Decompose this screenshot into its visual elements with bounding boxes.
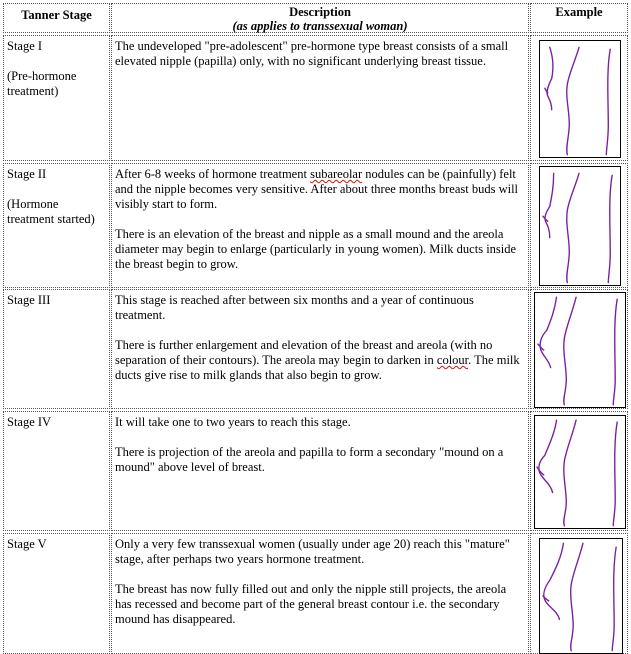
stage-name: Stage IV <box>7 415 52 429</box>
description-paragraph <box>115 167 525 212</box>
description-cell-1 <box>111 35 529 161</box>
description-cell-5 <box>111 533 529 654</box>
stage-cell-3 <box>3 289 110 409</box>
spellcheck-word: colour <box>436 353 469 367</box>
example-cell-5 <box>530 533 628 654</box>
header-description-cell <box>111 3 529 33</box>
description-paragraph <box>115 338 525 383</box>
description-paragraph: It will take one to two years to reach this stage. <box>115 415 351 429</box>
description-paragraph: The breast has now fully filled out and only the nipple still projects, the areola has recessed and become part of the general breast contour i.e. the secondary mound has disappeared. <box>115 582 507 626</box>
description-cell-3 <box>111 289 529 409</box>
header-description-sub: (as applies to transsexual woman) <box>232 19 408 33</box>
example-cell-3 <box>530 289 628 409</box>
stage-name: Stage I <box>7 39 43 53</box>
description-paragraph: The undeveloped "pre-adolescent" pre-hormone type breast consists of a small elevated nipple (papilla) only, with no significant underlying breast tissue. <box>115 39 509 68</box>
stage-name: Stage III <box>7 293 51 307</box>
description-paragraph: This stage is reached after between six months and a year of continuous treatment. <box>115 293 474 322</box>
header-description-label: Description <box>289 5 351 19</box>
description-cell-4 <box>111 411 529 531</box>
stage-cell-1 <box>3 35 110 161</box>
header-example-cell <box>530 3 628 33</box>
stage-cell-5 <box>3 533 110 654</box>
stage-name: Stage II <box>7 167 47 181</box>
description-paragraph: Only a very few transsexual women (usually under age 20) reach this "mature" stage, after perhaps two years hormone treatment. <box>115 537 510 566</box>
stage-3-illustration <box>534 292 626 408</box>
description-text: nodules can be (painfully) felt and the nipple becomes very sensitive. After about three months breast buds will visibly start to form. <box>115 167 519 211</box>
spellcheck-word: subareolar <box>310 167 363 181</box>
stage-2-illustration <box>539 166 621 286</box>
description-text: After 6-8 weeks of hormone treatment <box>115 167 311 181</box>
example-cell-1 <box>530 35 628 161</box>
header-example-label: Example <box>555 5 603 19</box>
stage-note: (Hormone treatment started) <box>7 197 95 226</box>
header-stage-label: Tanner Stage <box>21 8 92 22</box>
stage-note: (Pre-hormone treatment) <box>7 69 77 98</box>
stage-5-illustration <box>539 538 623 654</box>
stage-1-illustration <box>539 40 621 158</box>
stage-4-illustration <box>534 415 626 529</box>
stage-cell-2 <box>3 163 110 288</box>
stage-name: Stage V <box>7 537 47 551</box>
description-paragraph: There is an elevation of the breast and nipple as a small mound and the areola diameter may begin to enlarge (particularly in young women). Milk ducts inside the breast begin to grow. <box>115 227 517 271</box>
stage-cell-4 <box>3 411 110 531</box>
description-paragraph: There is projection of the areola and papilla to form a secondary "mound on a mound" above level of breast. <box>115 445 504 474</box>
description-text: . The milk ducts give rise to milk glands that also begin to grow. <box>115 353 520 382</box>
example-cell-4 <box>530 411 628 531</box>
header-stage-cell <box>3 3 110 33</box>
description-cell-2 <box>111 163 529 288</box>
description-text: There is further enlargement and elevation of the breast and areola (with no separation of their contours). The areola may begin to darken in <box>115 338 493 367</box>
example-cell-2 <box>530 163 628 288</box>
